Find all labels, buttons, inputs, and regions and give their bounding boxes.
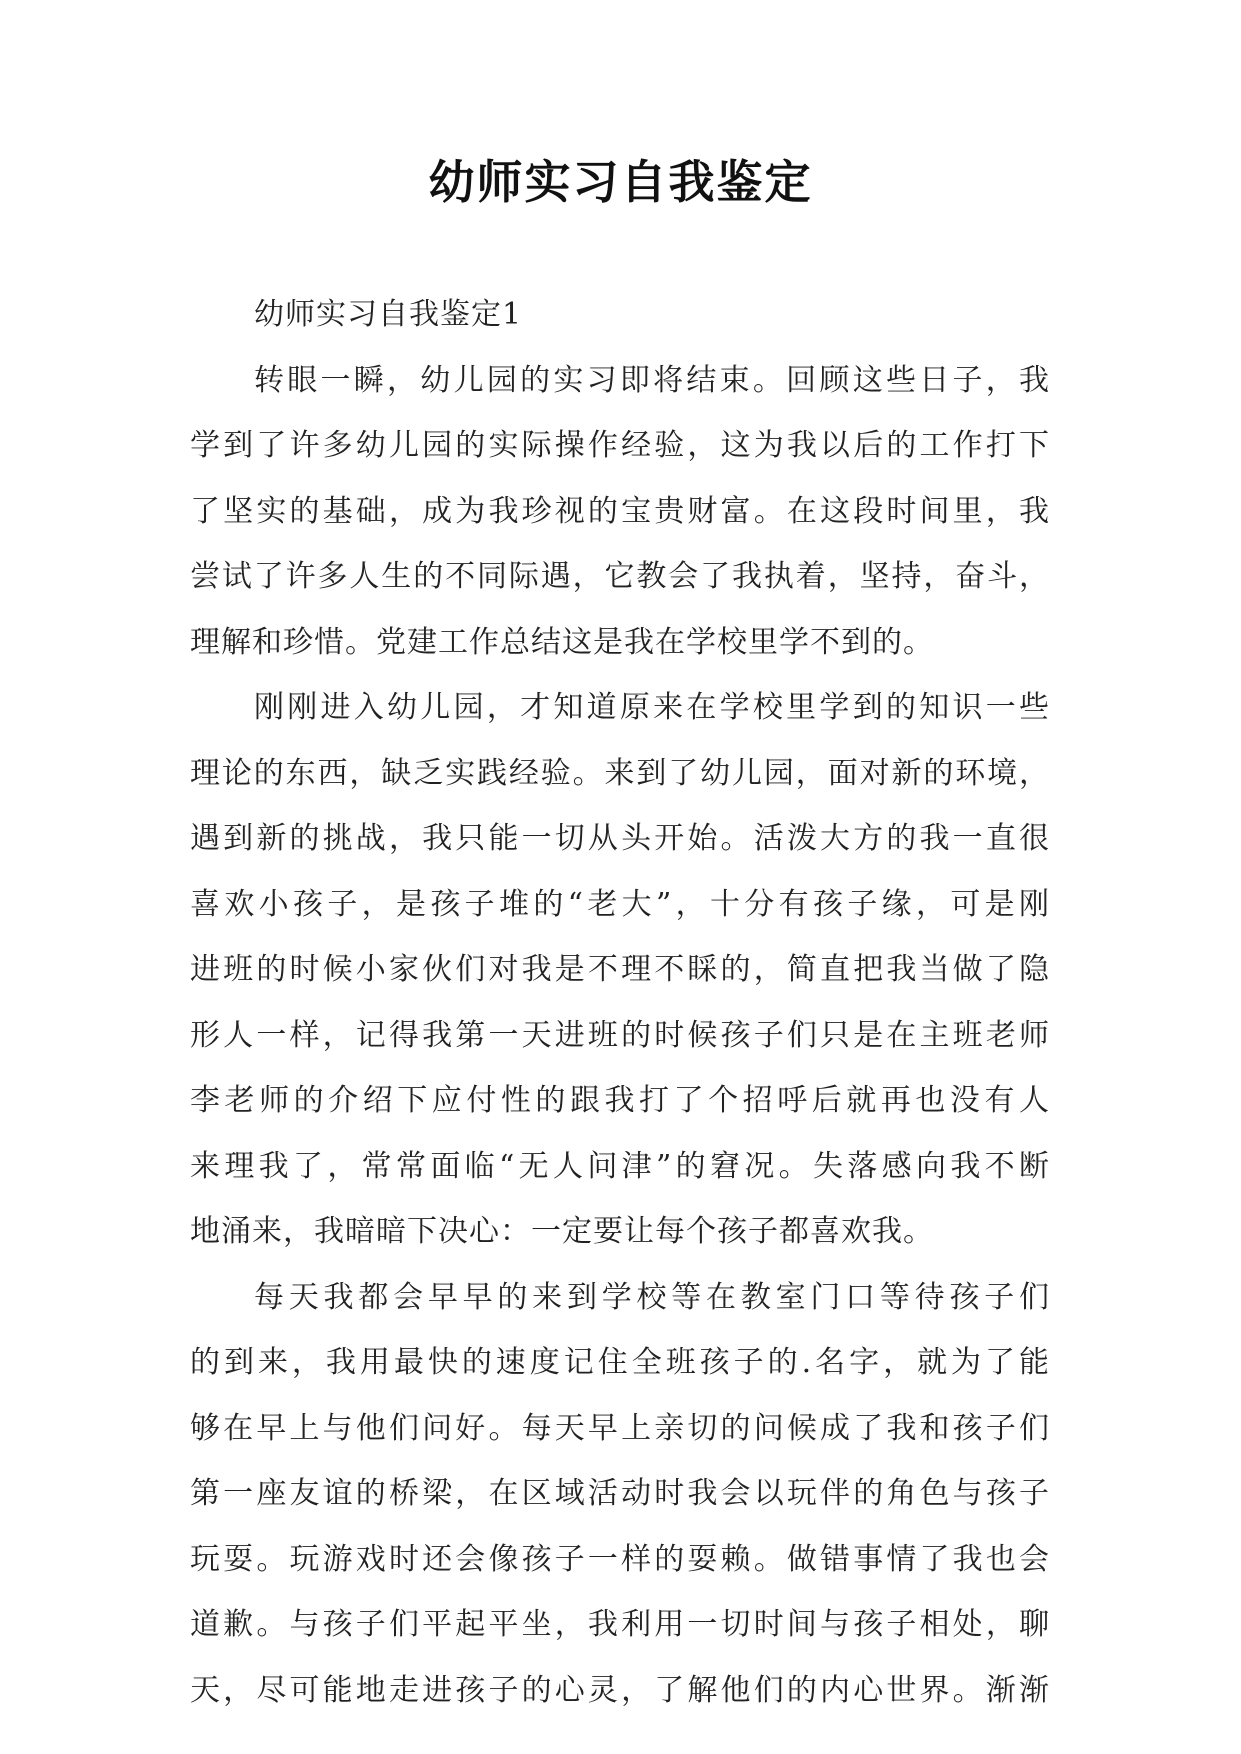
paragraph-line: 每天我都会早早的来到学校等在教室门口等待孩子们 — [254, 1279, 1050, 1315]
paragraph-line: 刚刚进入幼儿园，才知道原来在学校里学到的知识一些 — [254, 690, 1050, 725]
paragraph-line: 学到了许多幼儿园的实际操作经验，这为我以后的工作打下 — [190, 428, 1050, 463]
paragraph-line: 够在早上与他们问好。每天早上亲切的问候成了我和孩子们 — [190, 1410, 1050, 1446]
paragraph-line: 尝试了许多人生的不同际遇，它教会了我执着，坚持，奋斗， — [190, 559, 1050, 594]
paragraph-line: 李老师的介绍下应付性的跟我打了个招呼后就再也没有人 — [190, 1083, 1050, 1118]
paragraph-line: 玩耍。玩游戏时还会像孩子一样的耍赖。做错事情了我也会 — [190, 1541, 1050, 1577]
paragraph-2 — [190, 675, 1050, 1265]
paragraph-line: 地涌来，我暗暗下决心：一定要让每个孩子都喜欢我。 — [190, 1214, 934, 1249]
paragraph-line: 形人一样，记得我第一天进班的时候孩子们只是在主班老师 — [190, 1017, 1050, 1053]
paragraph-line: 的到来，我用最快的速度记住全班孩子的.名字，就为了能 — [190, 1345, 1050, 1380]
paragraph-3 — [190, 1265, 1050, 1724]
paragraph-line: 进班的时候小家伙们对我是不理不睬的，简直把我当做了隐 — [190, 952, 1050, 987]
paragraph-line: 理论的东西，缺乏实践经验。来到了幼儿园，面对新的环境， — [190, 755, 1050, 791]
paragraph-line: 喜欢小孩子，是孩子堆的“老大”，十分有孩子缘，可是刚 — [190, 886, 1050, 922]
paragraph-line: 来理我了，常常面临“无人问津”的窘况。失落感向我不断 — [190, 1148, 1050, 1184]
paragraph-line: 理解和珍惜。党建工作总结这是我在学校里学不到的。 — [190, 624, 934, 660]
paragraph-line: 天，尽可能地走进孩子的心灵，了解他们的内心世界。渐渐 — [190, 1672, 1050, 1708]
paragraph-line: 第一座友谊的桥梁，在区域活动时我会以玩伴的角色与孩子 — [190, 1476, 1050, 1511]
paragraph-line: 转眼一瞬，幼儿园的实习即将结束。回顾这些日子，我 — [254, 362, 1050, 398]
paragraph-line: 道歉。与孩子们平起平坐，我利用一切时间与孩子相处，聊 — [190, 1607, 1050, 1642]
document-title: 幼师实习自我鉴定 — [428, 155, 813, 209]
section-heading: 幼师实习自我鉴定1 — [254, 297, 523, 332]
paragraph-1 — [190, 348, 1050, 676]
paragraph-line: 遇到新的挑战，我只能一切从头开始。活泼大方的我一直很 — [190, 821, 1050, 856]
paragraph-line: 了坚实的基础，成为我珍视的宝贵财富。在这段时间里，我 — [190, 493, 1050, 529]
document-body — [190, 282, 1050, 1723]
